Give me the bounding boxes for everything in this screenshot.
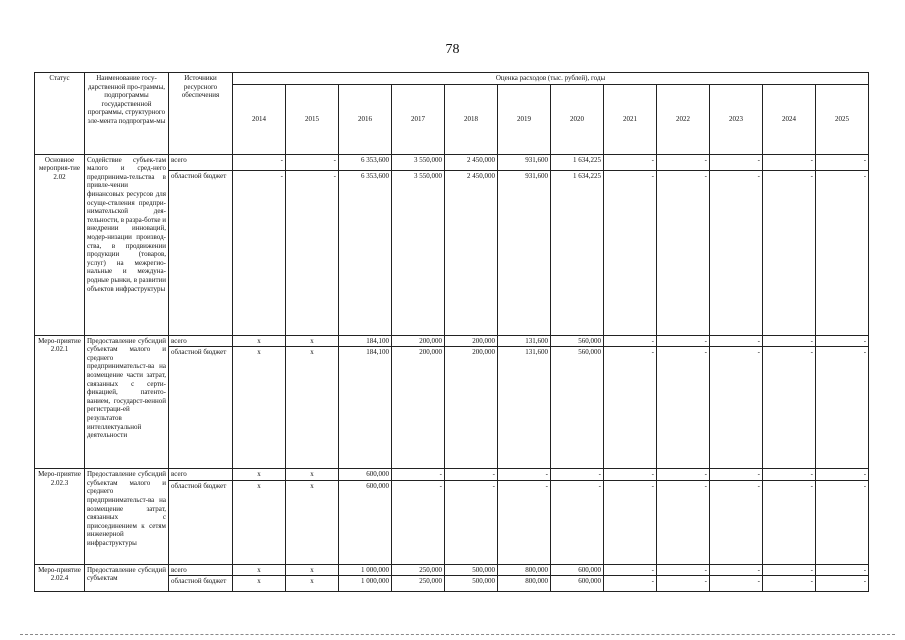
value-cell: 184,100 <box>339 335 392 347</box>
value-cell: 931,600 <box>498 154 551 170</box>
value-cell: 6 353,600 <box>339 170 392 335</box>
value-cell: 200,000 <box>445 335 498 347</box>
value-cell: 500,000 <box>445 564 498 576</box>
value-cell: 1 000,000 <box>339 576 392 592</box>
header-year: 2014 <box>233 84 286 154</box>
value-cell: - <box>763 347 816 469</box>
page-number: 78 <box>445 42 460 57</box>
value-cell: x <box>286 335 339 347</box>
value-cell: x <box>233 469 286 481</box>
value-cell: x <box>233 564 286 576</box>
value-cell: - <box>816 564 869 576</box>
table-row <box>35 469 869 481</box>
value-cell: - <box>657 335 710 347</box>
value-cell: 184,100 <box>339 347 392 469</box>
header-year: 2025 <box>816 84 869 154</box>
header-year: 2019 <box>498 84 551 154</box>
value-cell: - <box>763 170 816 335</box>
header-sources: Источники ресурсного обеспечения <box>169 73 233 155</box>
header-year: 2024 <box>763 84 816 154</box>
status-cell: Меро-приятие 2.02.4 <box>35 564 85 592</box>
value-cell: - <box>816 469 869 481</box>
value-cell: 2 450,000 <box>445 170 498 335</box>
value-cell: 600,000 <box>339 469 392 481</box>
value-cell: - <box>763 154 816 170</box>
value-cell: x <box>233 480 286 564</box>
value-cell: 560,000 <box>551 347 604 469</box>
value-cell: 1 634,225 <box>551 154 604 170</box>
value-cell: 600,000 <box>551 564 604 576</box>
name-cell: Предоставление субсидий субъектам малого и среднего предпринимательст-ва на возмещение части затрат, связанных с серти-фикацией, патенто-ванием, государст-венной регистраци-ей результатов интеллектуальной деятельности <box>85 335 169 469</box>
value-cell: 500,000 <box>445 576 498 592</box>
value-cell: - <box>604 170 657 335</box>
value-cell: - <box>604 576 657 592</box>
status-cell: Меро-приятие 2.02.1 <box>35 335 85 469</box>
value-cell: - <box>657 480 710 564</box>
source-cell: всего <box>169 564 233 576</box>
value-cell: 800,000 <box>498 564 551 576</box>
value-cell: - <box>604 564 657 576</box>
value-cell: - <box>604 469 657 481</box>
value-cell: x <box>233 576 286 592</box>
value-cell: x <box>233 335 286 347</box>
value-cell: - <box>286 154 339 170</box>
source-cell: областной бюджет <box>169 170 233 335</box>
value-cell: 800,000 <box>498 576 551 592</box>
value-cell: - <box>816 347 869 469</box>
value-cell: - <box>392 480 445 564</box>
value-cell: - <box>604 335 657 347</box>
value-cell: - <box>710 576 763 592</box>
value-cell: - <box>710 347 763 469</box>
value-cell: 200,000 <box>445 347 498 469</box>
name-cell: Предоставление субсидий субъектам малого и среднего предпринимательст-ва на возмещение затрат, связанных с присоединением к сетям инженерной инфраструктуры <box>85 469 169 565</box>
value-cell: - <box>498 480 551 564</box>
value-cell: 131,600 <box>498 335 551 347</box>
header-status: Статус <box>35 73 85 155</box>
value-cell: 600,000 <box>339 480 392 564</box>
value-cell: 6 353,600 <box>339 154 392 170</box>
value-cell: - <box>445 469 498 481</box>
value-cell: - <box>233 170 286 335</box>
value-cell: - <box>763 564 816 576</box>
value-cell: 200,000 <box>392 347 445 469</box>
value-cell: - <box>445 480 498 564</box>
value-cell: - <box>604 154 657 170</box>
value-cell: 250,000 <box>392 576 445 592</box>
value-cell: - <box>763 335 816 347</box>
source-cell: всего <box>169 335 233 347</box>
header-estimate: Оценка расходов (тыс. рублей), годы <box>233 73 869 85</box>
value-cell: - <box>392 469 445 481</box>
value-cell: x <box>286 576 339 592</box>
value-cell: - <box>816 335 869 347</box>
value-cell: - <box>710 170 763 335</box>
value-cell: - <box>657 576 710 592</box>
value-cell: - <box>763 576 816 592</box>
value-cell: - <box>710 335 763 347</box>
value-cell: 200,000 <box>392 335 445 347</box>
name-cell: Содействие субъек-там малого и сред-него предпринима-тельства в привле-чении финансовых ресурсов для осуще-ствления предпри-нимательской дея-тельности, в разра-ботке и внедрении инноваций, модер-низации производ-ства, в продвижении продукции (товаров, услуг) на межрегио-нальные и междуна-родные рынки, в развитии объектов инфраструктуры <box>85 154 169 335</box>
value-cell: - <box>816 170 869 335</box>
header-year: 2021 <box>604 84 657 154</box>
header-year: 2015 <box>286 84 339 154</box>
value-cell: - <box>233 154 286 170</box>
header-name: Наименование госу-дарственной про-граммы, подпрограммы государственной программы, структурного эле-мента подпрограм-мы <box>85 73 169 155</box>
table-row <box>35 335 869 347</box>
value-cell: - <box>710 564 763 576</box>
value-cell: x <box>286 564 339 576</box>
value-cell: x <box>233 347 286 469</box>
value-cell: 560,000 <box>551 335 604 347</box>
value-cell: 1 000,000 <box>339 564 392 576</box>
value-cell: 3 550,000 <box>392 170 445 335</box>
value-cell: - <box>657 564 710 576</box>
value-cell: 1 634,225 <box>551 170 604 335</box>
value-cell: - <box>286 170 339 335</box>
value-cell: - <box>710 154 763 170</box>
value-cell: 131,600 <box>498 347 551 469</box>
value-cell: 3 550,000 <box>392 154 445 170</box>
value-cell: - <box>657 347 710 469</box>
value-cell: - <box>763 469 816 481</box>
source-cell: областной бюджет <box>169 480 233 564</box>
value-cell: x <box>286 347 339 469</box>
budget-table <box>34 72 869 592</box>
header-year: 2018 <box>445 84 498 154</box>
value-cell: - <box>657 469 710 481</box>
status-cell: Меро-приятие 2.02.3 <box>35 469 85 565</box>
scan-border-line <box>20 634 895 635</box>
value-cell: 931,600 <box>498 170 551 335</box>
value-cell: x <box>286 480 339 564</box>
value-cell: - <box>816 154 869 170</box>
value-cell: - <box>551 480 604 564</box>
value-cell: - <box>657 170 710 335</box>
source-cell: областной бюджет <box>169 347 233 469</box>
value-cell: 250,000 <box>392 564 445 576</box>
value-cell: - <box>710 480 763 564</box>
value-cell: - <box>816 576 869 592</box>
table-row <box>35 564 869 576</box>
name-cell: Предоставление субсидий субъектам <box>85 564 169 592</box>
source-cell: всего <box>169 469 233 481</box>
value-cell: - <box>604 347 657 469</box>
source-cell: областной бюджет <box>169 576 233 592</box>
header-year: 2023 <box>710 84 763 154</box>
header-year: 2017 <box>392 84 445 154</box>
status-cell: Основное мероприя-тие 2.02 <box>35 154 85 335</box>
value-cell: x <box>286 469 339 481</box>
header-year: 2020 <box>551 84 604 154</box>
value-cell: - <box>763 480 816 564</box>
value-cell: - <box>710 469 763 481</box>
value-cell: 2 450,000 <box>445 154 498 170</box>
value-cell: - <box>816 480 869 564</box>
source-cell: всего <box>169 154 233 170</box>
table-body <box>35 154 869 592</box>
value-cell: - <box>551 469 604 481</box>
value-cell: 600,000 <box>551 576 604 592</box>
header-year: 2016 <box>339 84 392 154</box>
value-cell: - <box>657 154 710 170</box>
value-cell: - <box>604 480 657 564</box>
header-year: 2022 <box>657 84 710 154</box>
table-row <box>35 154 869 170</box>
value-cell: - <box>498 469 551 481</box>
